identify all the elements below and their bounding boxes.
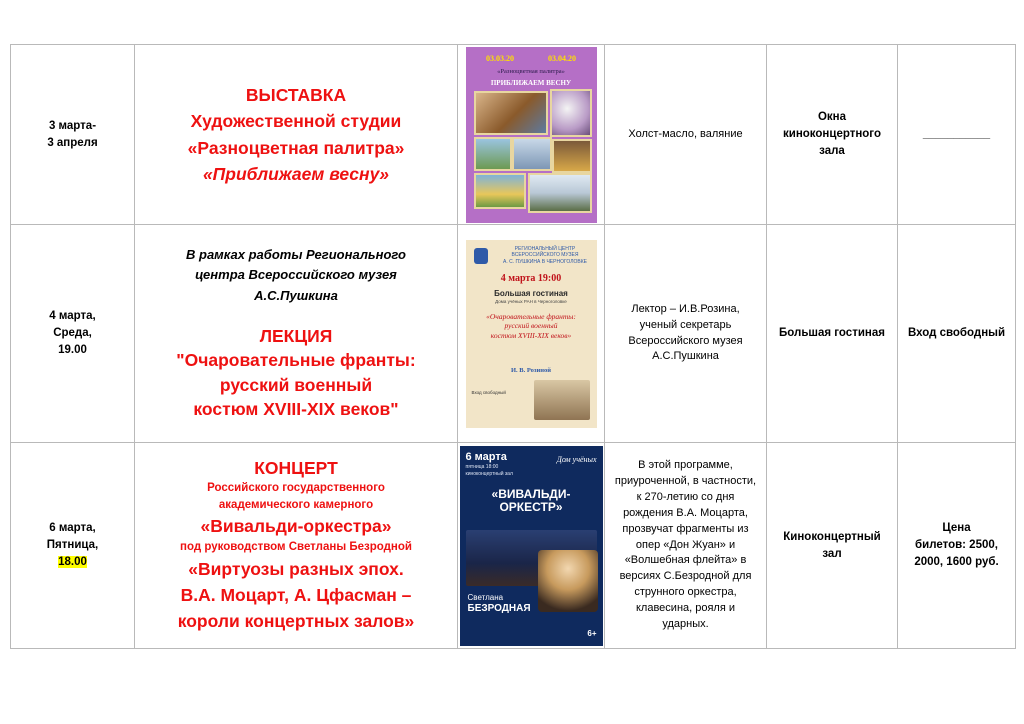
- poster-org-line: А. С. ПУШКИНА В ЧЕРНОГОЛОВКЕ: [503, 259, 587, 265]
- event-details-cell: [605, 443, 767, 649]
- poster-soloist-first: Светлана: [467, 592, 504, 602]
- poster-cell: [458, 45, 605, 225]
- poster-title-line: «Очаровательные франты:: [486, 311, 576, 321]
- poster-title-line: костюм XVIII-XIX веков»: [490, 331, 572, 340]
- painting-flowers: [550, 89, 592, 137]
- date-weekday: Пятница,: [46, 539, 99, 552]
- details-line: Лектор – И.В.Розина,: [631, 302, 740, 315]
- event-program-line: короли концертных залов»: [177, 611, 415, 632]
- table-row: [11, 225, 1016, 443]
- event-title-line: русский военный: [219, 374, 373, 395]
- date-line: Среда,: [53, 327, 92, 340]
- painting-field: [474, 173, 526, 209]
- event-price-cell: Вход свободный: [898, 225, 1016, 443]
- date-line: 3 марта-: [48, 119, 97, 132]
- poster-date: 4 марта 19:00: [500, 272, 562, 284]
- poster-time: пятница 18:00: [465, 463, 499, 470]
- date-time-highlight: 18.00: [58, 555, 87, 568]
- event-title-line: Художественной студии: [190, 111, 402, 132]
- poster-dates: [466, 53, 597, 65]
- details-line: клавесина, рояля и: [635, 602, 736, 615]
- painting-heron: [512, 137, 552, 171]
- details-line: версиях С.Безродной для: [619, 570, 752, 583]
- poster-soloist-last: БЕЗРОДНАЯ: [467, 602, 531, 614]
- event-location-cell: [767, 45, 898, 225]
- poster-title-line: ОРКЕСТР»: [499, 499, 563, 514]
- event-location-cell: [767, 443, 898, 649]
- event-intro: [135, 245, 457, 305]
- date-line: [11, 554, 134, 571]
- details-line: приуроченной, в частности,: [614, 474, 757, 487]
- event-type: КОНЦЕРТ: [254, 457, 338, 478]
- location-line: Окна: [817, 111, 847, 124]
- poster-title: [460, 488, 603, 514]
- event-org-line: академического камерного: [218, 498, 374, 511]
- details-line: к 270-летию со дня: [636, 490, 735, 503]
- poster-heading: «Разноцветная палитра»: [497, 67, 565, 75]
- intro-line: центра Всероссийского музея: [195, 267, 397, 283]
- poster-title-line: русский военный: [504, 321, 558, 331]
- event-title-line: "Очаровательные франты:: [176, 350, 416, 371]
- poster-subheading: ПРИБЛИЖАЕМ ВЕСНУ: [490, 78, 572, 87]
- event-title-line: «Вивальди-оркестра»: [200, 515, 392, 536]
- details-line: ученый секретарь: [639, 318, 732, 331]
- poster-org-line: РЕГИОНАЛЬНЫЙ ЦЕНТР: [514, 245, 576, 252]
- details-line: струнного оркестра,: [634, 586, 737, 599]
- details-line: опер «Дон Жуан» и: [635, 538, 736, 551]
- painting-tiger: [474, 91, 548, 135]
- event-date-cell: [11, 225, 135, 443]
- details-line: рождения В.А. Моцарта,: [623, 506, 748, 519]
- poster-lecturer: И. В. Розиной: [510, 366, 552, 374]
- exhibition-poster: [466, 47, 597, 223]
- poster-brand: Дом учёных: [556, 454, 597, 464]
- poster-hall: киноконцертный зал: [465, 470, 513, 477]
- date-line: 19.00: [58, 343, 87, 356]
- lecture-poster: [466, 240, 597, 428]
- details-line: прозвучат фрагменты из: [622, 522, 749, 535]
- intro-line: В рамках работы Регионального: [186, 247, 406, 263]
- event-location-cell: Большая гостиная: [767, 225, 898, 443]
- event-title-line: «Разноцветная палитра»: [187, 137, 405, 158]
- price-line: билетов: 2500,: [915, 539, 998, 552]
- event-title-line: костюм XVIII-XIX веков": [193, 399, 399, 420]
- events-table: [10, 44, 1016, 649]
- location-line: киноконцертного: [783, 128, 881, 141]
- date-line: 3 апреля: [47, 136, 98, 149]
- poster-cell: [458, 225, 605, 443]
- event-price-cell: ___________: [898, 45, 1016, 225]
- event-date-cell: [11, 443, 135, 649]
- poster-title-line: «ВИВАЛЬДИ-: [491, 486, 571, 501]
- table-row: [11, 45, 1016, 225]
- soloist-photo: [538, 550, 598, 612]
- concert-poster: [460, 446, 603, 646]
- poster-entry: Вход свободный: [471, 389, 506, 395]
- event-price-cell: [898, 443, 1016, 649]
- details-line: ударных.: [662, 618, 709, 631]
- event-program-line: В.А. Моцарт, А. Цфасман –: [180, 584, 412, 605]
- poster-age-rating: 6+: [587, 628, 597, 638]
- event-details-cell: [605, 225, 767, 443]
- event-type: ВЫСТАВКА: [245, 85, 347, 105]
- poster-venue-sub: Дома учёных РАН в Черноголовке: [495, 298, 567, 304]
- poster-org: [480, 246, 597, 266]
- event-details-cell: Холст-масло, валяние: [605, 45, 767, 225]
- event-title-cell: [135, 225, 458, 443]
- price-line: Цена: [942, 522, 971, 535]
- event-title-cell: [135, 45, 458, 225]
- event-type: ЛЕКЦИЯ: [259, 325, 333, 346]
- location-line: зал: [822, 547, 842, 560]
- poster-venue: Большая гостиная: [494, 288, 568, 298]
- books-illustration: [534, 380, 590, 420]
- painting-winter: [528, 173, 592, 213]
- date-line: 4 марта,: [49, 310, 96, 323]
- date-line: [11, 537, 134, 554]
- event-date-cell: [11, 45, 135, 225]
- intro-line: А.С.Пушкина: [254, 287, 338, 303]
- location-line: Киноконцертный: [783, 530, 881, 543]
- details-line: В этой программе,: [638, 458, 733, 471]
- event-program-line: «Виртуозы разных эпох.: [188, 558, 404, 579]
- date-line: 6 марта,: [49, 522, 96, 535]
- details-line: А.С.Пушкина: [652, 350, 719, 363]
- poster-cell: [458, 443, 605, 649]
- poster-date-end: 03.04.20: [548, 53, 576, 63]
- price-line: 2000, 1600 руб.: [914, 555, 999, 568]
- event-org-line: Российского государственного: [207, 482, 385, 495]
- poster-day: 6 марта: [465, 450, 507, 463]
- details-line: Всероссийского музея: [628, 334, 743, 347]
- event-title-cell: [135, 443, 458, 649]
- table-row: [11, 443, 1016, 649]
- event-title-line: «Приближаем весну»: [202, 163, 390, 184]
- painting-landscape: [474, 137, 512, 171]
- poster-title: [466, 312, 597, 341]
- painting-still-life: [552, 139, 592, 173]
- location-line: зала: [819, 144, 845, 157]
- event-conductor: под руководством Светланы Безродной: [180, 540, 412, 553]
- poster-org-line: ВСЕРОССИЙСКОГО МУЗЕЯ: [511, 252, 579, 259]
- poster-date-start: 03.03.20: [486, 53, 514, 63]
- details-line: «Волшебная флейта» в: [624, 554, 747, 567]
